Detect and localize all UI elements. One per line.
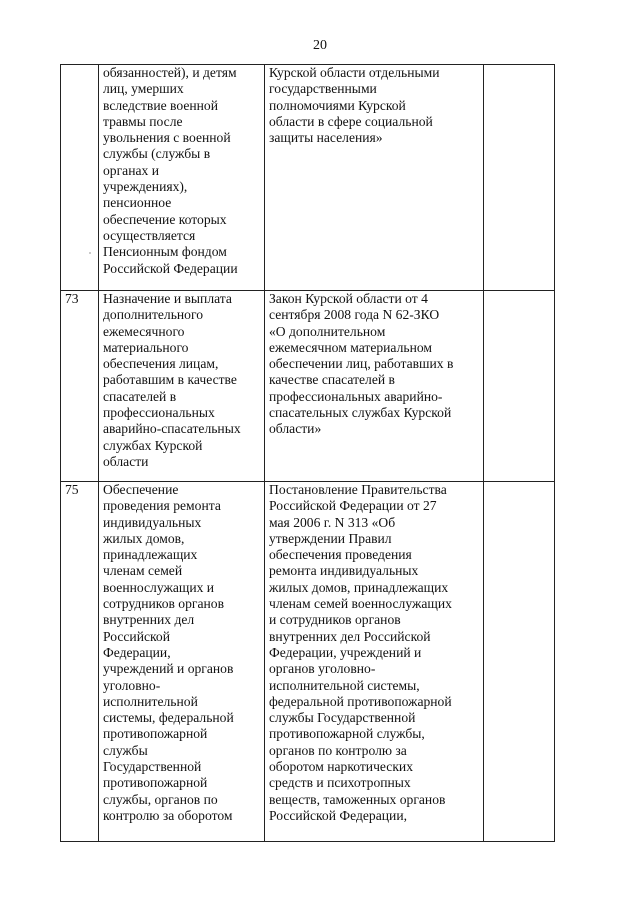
text-line: Государственной: [103, 759, 202, 775]
service-description: [99, 482, 265, 842]
service-description: [99, 65, 265, 291]
text-line: органов уголовно-: [269, 661, 376, 677]
scan-speck: [89, 252, 91, 254]
text-line: службы Государственной: [269, 710, 416, 726]
text-line: «О дополнительном: [269, 323, 386, 339]
text-line: спасателей в: [103, 388, 177, 404]
text-line: лиц, умерших: [103, 81, 184, 97]
text-line: профессиональных: [103, 405, 215, 421]
text-line: службах Курской: [103, 437, 203, 453]
text-line: индивидуальных: [103, 514, 202, 530]
text-line: службы: [103, 742, 148, 758]
text-line: противопожарной: [103, 775, 208, 791]
text-line: травмы после: [103, 113, 183, 129]
text-line: исполнительной системы,: [269, 677, 420, 693]
text-line: мая 2006 г. N 313 «Об: [269, 514, 396, 530]
text-line: веществ, таможенных органов: [269, 791, 446, 807]
text-line: обязанностей), и детям: [103, 65, 237, 80]
text-line: учреждений и органов: [103, 661, 234, 677]
text-line: оборотом наркотических: [269, 759, 413, 775]
text-line: спасательных службах Курской: [269, 405, 452, 421]
text-line: сотрудников органов: [103, 596, 225, 612]
text-line: жилых домов, принадлежащих: [269, 579, 449, 595]
page-number: 20: [313, 38, 327, 53]
text-line: Российской Федерации: [103, 260, 238, 276]
text-line: области»: [269, 421, 322, 437]
text-line: Обеспечение: [103, 482, 179, 497]
text-line: членам семей: [103, 563, 183, 579]
text-line: материального: [103, 339, 189, 355]
text-line: членам семей военнослужащих: [269, 596, 452, 612]
text-line: аварийно-спасательных: [103, 421, 241, 437]
text-line: области: [103, 453, 149, 469]
table-row: [61, 291, 555, 482]
empty-cell: [484, 482, 555, 842]
text-line: жилых домов,: [103, 530, 185, 546]
text-line: и сотрудников органов: [269, 612, 401, 628]
text-line: дополнительного: [103, 307, 204, 323]
text-line: утверждении Правил: [269, 530, 392, 546]
text-line: противопожарной службы,: [269, 726, 425, 742]
legal-basis: [265, 482, 484, 842]
text-line: ремонта индивидуальных: [269, 563, 419, 579]
text-line: федеральной противопожарной: [269, 693, 452, 709]
text-line: пенсионное: [103, 195, 172, 211]
text-line: внутренних дел Российской: [269, 628, 431, 644]
text-line: внутренних дел: [103, 612, 195, 628]
empty-cell: [484, 65, 555, 291]
text-line: Федерации, учреждений и: [269, 644, 422, 660]
text-line: обеспечения проведения: [269, 547, 412, 563]
service-description: [99, 291, 265, 482]
text-line: Российской: [103, 628, 170, 644]
text-line: уголовно-: [103, 677, 161, 693]
text-line: Курской области отдельными: [269, 65, 440, 80]
row-number: 73: [61, 291, 99, 482]
text-line: работавшим в качестве: [103, 372, 237, 388]
table-row: [61, 482, 555, 842]
text-line: принадлежащих: [103, 547, 198, 563]
text-line: противопожарной: [103, 726, 208, 742]
text-line: ежемесячного: [103, 323, 185, 339]
text-line: обеспечение которых: [103, 211, 227, 227]
legal-basis: [265, 65, 484, 291]
text-line: органов по контролю за: [269, 742, 407, 758]
text-line: системы, федеральной: [103, 710, 234, 726]
text-line: Назначение и выплата: [103, 291, 232, 306]
text-line: средств и психотропных: [269, 775, 411, 791]
row-number: 75: [61, 482, 99, 842]
text-line: Федерации,: [103, 644, 171, 660]
text-line: контролю за оборотом: [103, 807, 233, 823]
text-line: обеспечении лиц, работавших в: [269, 356, 454, 372]
text-line: сентября 2008 года N 62-ЗКО: [269, 307, 440, 323]
text-line: проведения ремонта: [103, 498, 221, 514]
row-number: [61, 65, 99, 291]
text-line: профессиональных аварийно-: [269, 388, 443, 404]
legal-basis: [265, 291, 484, 482]
text-line: Пенсионным фондом: [103, 244, 227, 260]
text-line: службы (службы в: [103, 146, 211, 162]
text-line: защиты населения»: [269, 130, 383, 146]
text-line: области в сфере социальной: [269, 113, 433, 129]
text-line: военнослужащих и: [103, 579, 215, 595]
empty-cell: [484, 291, 555, 482]
text-line: исполнительной: [103, 693, 198, 709]
text-line: осуществляется: [103, 227, 196, 243]
text-line: вследствие военной: [103, 97, 218, 113]
text-line: Российской Федерации от 27: [269, 498, 437, 514]
text-line: Российской Федерации,: [269, 807, 407, 823]
document-table: [60, 64, 555, 842]
text-line: государственными: [269, 81, 377, 97]
text-line: обеспечения лицам,: [103, 356, 219, 372]
text-line: качестве спасателей в: [269, 372, 395, 388]
text-line: ежемесячном материальном: [269, 339, 432, 355]
text-line: Закон Курской области от 4: [269, 291, 428, 306]
text-line: учреждениях),: [103, 179, 188, 195]
text-line: органах и: [103, 162, 159, 178]
text-line: службы, органов по: [103, 791, 218, 807]
text-line: полномочиями Курской: [269, 97, 406, 113]
table-row: [61, 65, 555, 291]
text-line: увольнения с военной: [103, 130, 231, 146]
text-line: Постановление Правительства: [269, 482, 447, 497]
